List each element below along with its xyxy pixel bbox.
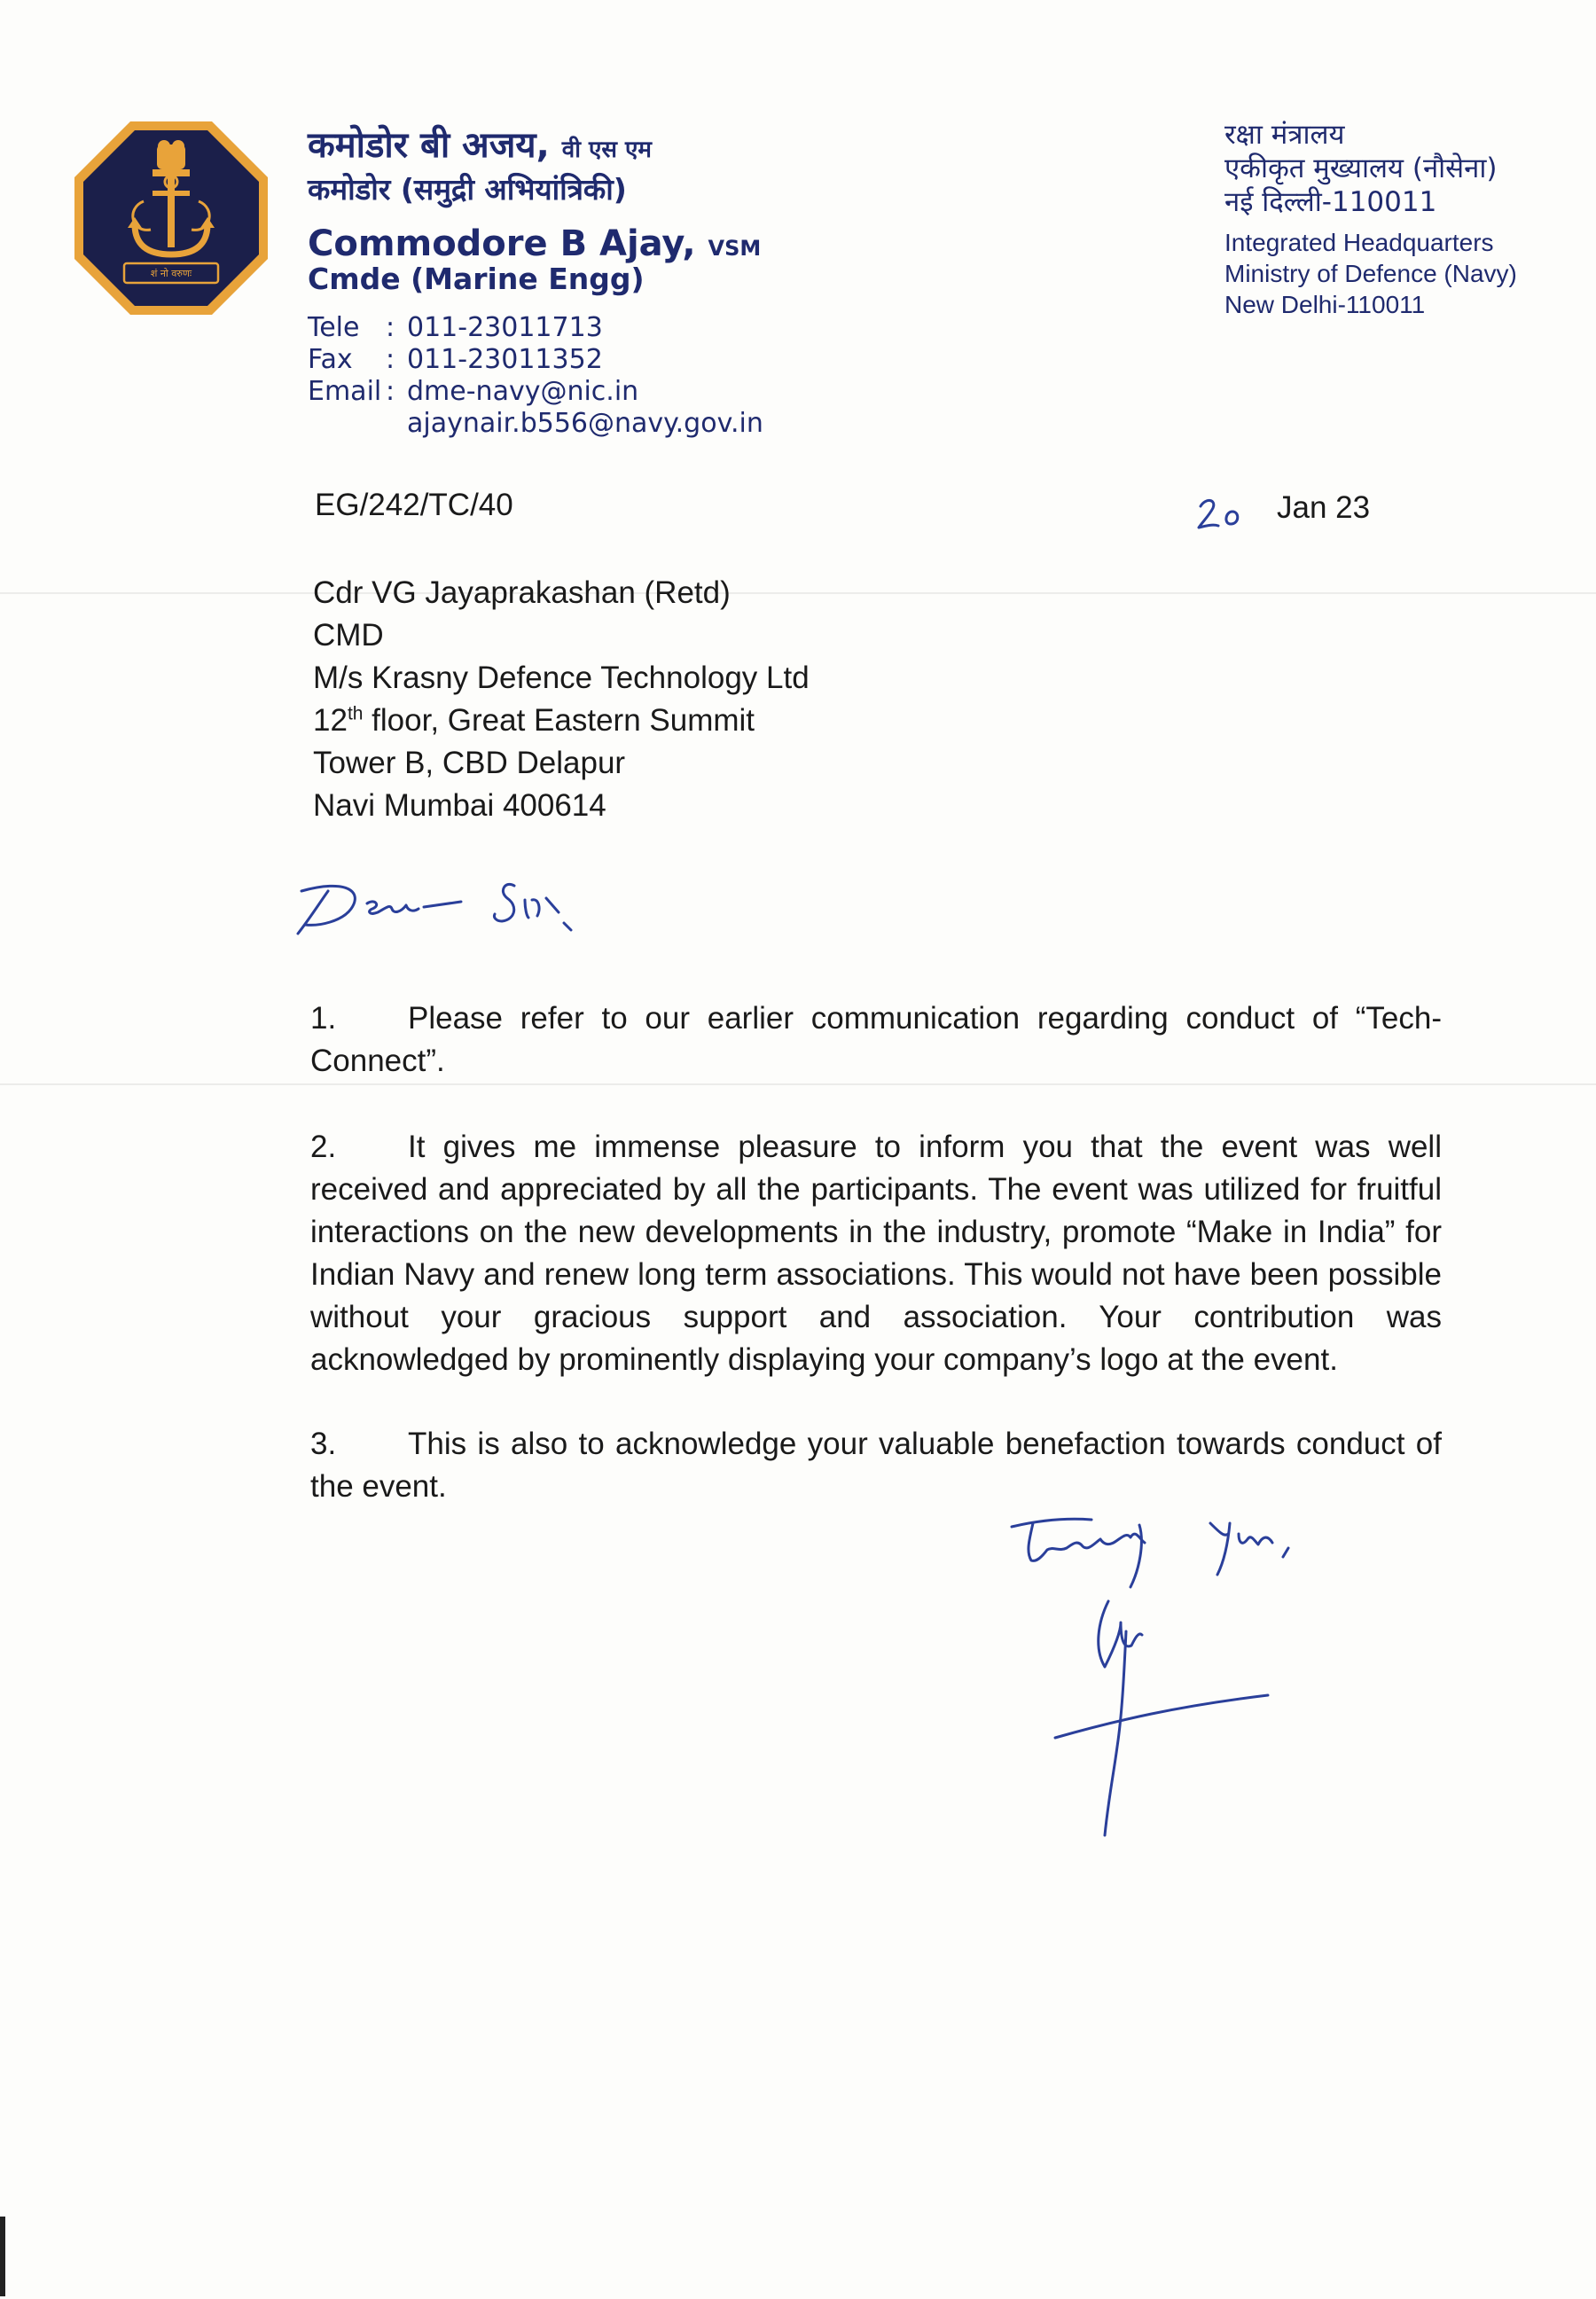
office-english-line: Integrated Headquarters [1224, 229, 1494, 256]
emblem-motto: शं नो वरुणः [150, 268, 192, 279]
contact-tele [308, 312, 603, 343]
addressee-line [313, 700, 810, 742]
contact-sep: : [386, 376, 395, 407]
sender-honour: VSM [708, 236, 762, 261]
contact-label: Tele [308, 312, 360, 343]
sender-hindi-name [308, 119, 652, 168]
handwritten-date-day [1195, 492, 1248, 536]
reference-number: EG/242/TC/40 [315, 488, 513, 522]
office-hindi-line: एकीकृत मुख्यालय (नौसेना) [1224, 152, 1498, 184]
sender-hindi-honour: वी एस एम [561, 137, 652, 163]
indian-navy-crest-icon [73, 120, 270, 317]
office-english-line: Ministry of Defence (Navy) [1224, 260, 1517, 287]
paragraph-1 [310, 997, 1442, 1083]
paragraph-number: 3. [310, 1427, 337, 1461]
addressee-line: M/s Krasny Defence Technology Ltd [313, 661, 810, 695]
contact-fax [308, 344, 603, 375]
paragraph-3 [310, 1423, 1442, 1508]
sender-hindi-name-text: कमोडोर बी अजय, [308, 125, 550, 166]
office-english-line: New Delhi-110011 [1224, 291, 1426, 318]
paragraph-text: It gives me immense pleasure to inform you that the event was well received and appreciated by all the participants. The event was utilized for fruitful interactions on the new developments in the industry, promote “Make in India” for Indian Navy and renew long term associations. This would not have been possible without your gracious support and association. Your contribution was acknowledged by prominently displaying your company’s logo at the event. [310, 1130, 1442, 1377]
sender-hindi-rank: कमोडोर (समुद्री अभियांत्रिकी) [308, 172, 627, 207]
contact-label: Email [308, 376, 382, 407]
floor-rest: floor, Great Eastern Summit [363, 703, 755, 738]
contact-label: Fax [308, 344, 353, 375]
contact-sep: : [386, 312, 395, 343]
addressee-line: Cdr VG Jayaprakashan (Retd) [313, 575, 731, 610]
paper-fold-line [0, 1083, 1596, 1085]
addressee-block [313, 572, 810, 827]
paragraph-number: 1. [310, 1001, 337, 1036]
paragraph-text: This is also to acknowledge your valuable benefaction towards conduct of the event. [310, 1427, 1442, 1504]
contact-value[interactable]: ajaynair.b556@navy.gov.in [407, 408, 763, 439]
handwritten-closing [1006, 1507, 1361, 1605]
contact-value: 011-23011352 [407, 344, 603, 375]
paragraph-2 [310, 1126, 1442, 1381]
paragraph-text: Please refer to our earlier communication regarding conduct of “Tech-Connect”. [310, 1001, 1442, 1078]
date-month-year: Jan 23 [1277, 490, 1371, 525]
paragraph-number: 2. [310, 1130, 337, 1164]
addressee-line: Navi Mumbai 400614 [313, 788, 606, 823]
sender-name-text: Commodore B Ajay, [308, 223, 696, 264]
contact-value: 011-23011713 [407, 312, 603, 343]
floor-suffix: th [347, 703, 364, 724]
contact-sep: : [386, 344, 395, 375]
contact-email [308, 376, 638, 407]
office-hindi-line: रक्षा मंत्रालय [1224, 119, 1345, 151]
office-hindi-line: नई दिल्ली-110011 [1224, 186, 1437, 218]
addressee-line: Tower B, CBD Delapur [313, 746, 626, 780]
sender-name [308, 223, 761, 264]
floor-number: 12 [313, 703, 348, 738]
addressee-line: CMD [313, 618, 384, 653]
signature [1046, 1596, 1277, 1844]
scan-edge-mark [0, 2217, 5, 2296]
handwritten-salutation [293, 873, 612, 944]
contact-email-alt [308, 408, 763, 439]
sender-rank: Cmde (Marine Engg) [308, 262, 645, 296]
contact-value[interactable]: dme-navy@nic.in [407, 376, 639, 407]
